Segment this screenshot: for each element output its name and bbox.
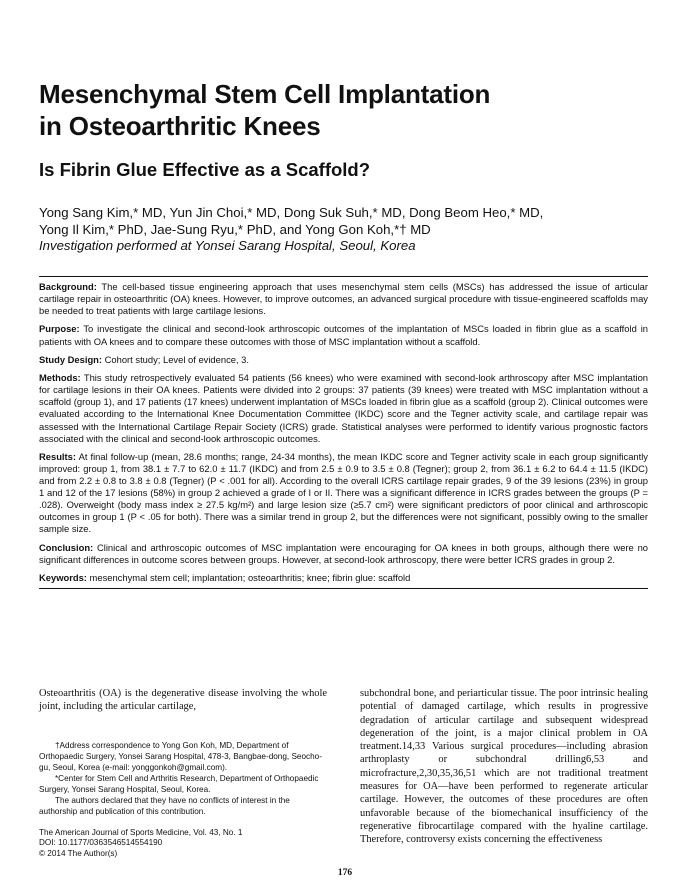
authors-line-2: Yong Il Kim,* PhD, Jae-Sung Ryu,* PhD, and Yong Gon Koh,*† MD — [39, 222, 431, 237]
author-list — [39, 204, 659, 238]
body-column-right — [360, 687, 648, 847]
title-line-2: in Osteoarthritic Knees — [39, 111, 321, 141]
methods-heading: Methods: — [39, 372, 81, 384]
purpose-text: To investigate the clinical and second-look arthroscopic outcomes of the implantation of MSCs loaded in fibrin glue as a scaffold in patients with OA knees and to compare these outcomes with those of MSC implantation without a scaffold. — [39, 323, 648, 347]
footnote-conflicts: The authors declared that they have no conflicts of interest in the authorship and publication of this contribution. — [39, 796, 290, 816]
abstract-results — [39, 451, 648, 536]
purpose-heading: Purpose: — [39, 323, 80, 335]
intro-paragraph-continued: subchondral bone, and periarticular tissue. The poor intrinsic healing potential of damaged cartilage, which results in progressive degradation of articular cartilage and subsequent widespread degeneration of the joint, is a major clinical problem in OA treatment.14,33 Various surgical procedures—including abrasion arthroplasty or subchondral drilling6,53 and microfracture,2,30,35,36,51 which are not traditional treatment measures for OA—have been performed to regenerate articular cartilage. However, the outcomes of these procedures are often unfavorable because of the biomechanical insufficiency of the regenerative fibrocartilage compared with the hyaline cartilage. Therefore, controversy exists concerning the effectiveness — [360, 688, 648, 846]
results-heading: Results: — [39, 450, 76, 462]
background-text: The cell-based tissue engineering approach that uses mesenchymal stem cells (MSCs) has addressed the issue of articular cartilage repair in osteoarthritic (OA) knees. However, to improve outcomes, an advanced surgical procedure with tissue-engineered scaffolds may be needed to treat patients with large cartilage lesions. — [39, 281, 649, 317]
abstract-study-design — [39, 354, 648, 366]
keywords-text: mesenchymal stem cell; implantation; osteoarthritis; knee; fibrin glue: scaffold — [89, 572, 411, 584]
journal-copyright: © 2014 The Author(s) — [39, 848, 118, 858]
keywords-heading: Keywords: — [39, 572, 87, 584]
abstract-methods — [39, 372, 648, 445]
journal-info — [39, 828, 327, 859]
abstract-background — [39, 281, 648, 317]
title-line-1: Mesenchymal Stem Cell Implantation — [39, 79, 491, 109]
intro-paragraph-start: Osteoarthritis (OA) is the degenerative disease involving the whole joint, including the articular cartilage, — [39, 688, 327, 713]
body-column-left — [39, 687, 327, 714]
study-design-heading: Study Design: — [39, 353, 103, 365]
journal-citation: The American Journal of Sports Medicine, Vol. 43, No. 1 — [39, 828, 243, 837]
methods-text: This study retrospectively evaluated 54 patients (56 knees) who were examined with second-look arthroscopy after MSC implantation for cartilage lesions in their OA knees. Patients were divided into 2 groups: 37 patients (39 knees) were treated with MSC implantation without a scaffold (group 1), and 17 patients (17 knees) underwent implantation of MSCs loaded in fibrin glue as a scaffold (group 2). Clinical outcomes were evaluated according to the International Knee Documentation Committee (IKDC) score and the Tegner activity scale, and cartilage repair was assessed with the International Cartilage Repair Society (ICRS) grade. Statistical analyses were performed to identify various prognostic factors associated with the clinical and second-look arthroscopic outcomes. — [39, 372, 649, 444]
footnote-correspondence: †Address correspondence to Yong Gon Koh, MD, Department of Orthopaedic Surgery, Yonsei Sarang Hospital, 478-3, Bangbae-dong, Seocho-gu, Seoul, Korea (e-mail: yonggonkoh@gmail.com). — [39, 741, 322, 772]
abstract-conclusion — [39, 542, 648, 566]
article-subtitle: Is Fibrin Glue Effective as a Scaffold? — [39, 159, 371, 180]
conclusion-heading: Conclusion: — [39, 541, 94, 553]
affiliation: Investigation performed at Yonsei Sarang Hospital, Seoul, Korea — [39, 238, 416, 253]
journal-doi: DOI: 10.1177/0363546514554190 — [39, 838, 163, 848]
abstract-box — [39, 276, 648, 589]
abstract-purpose — [39, 323, 648, 347]
study-design-text: Cohort study; Level of evidence, 3. — [104, 353, 249, 365]
conclusion-text: Clinical and arthroscopic outcomes of MSC implantation were encouraging for OA knees in both groups, although there were no significant differences in outcome scores between groups. However, at second-look arthroscopy, there were better ICRS grades in group 2. — [39, 541, 648, 565]
results-text: At final follow-up (mean, 28.6 months; range, 24-34 months), the mean IKDC score and Tegner activity scale in each group significantly improved: group 1, from 38.1 ± 7.7 to 62.0 ± 11.7 (IKDC) and from 2.5 ± 0.9 to 3.5 ± 0.8 (Tegner); group 2, from 36.1 ± 6.2 to 64.4 ± 11.5 (IKDC) and from 2.2 ± 0.8 to 3.8 ± 0.8 (Tegner) (P < .001 for all). According to the overall ICRS cartilage repair grades, 9 of the 39 lesions (23%) in group 1 and 12 of the 17 lesions (58%) in group 2 achieved a grade of I or II. There was a significant difference in ICRS grades between the groups (P = .028). Overweight (body mass index ≥ 27.5 kg/m²) and large lesion size (≥5.7 cm²) were significant predictors of poor clinical and arthroscopic outcomes in group 1 (P < .05 for both). There was a similar trend in group 2, but the differences were not significant, possibly owing to the smaller sample size. — [39, 450, 648, 535]
article-title — [39, 78, 659, 142]
page-number: 176 — [337, 868, 353, 878]
abstract-keywords — [39, 572, 648, 584]
footnotes — [39, 740, 327, 817]
authors-line-1: Yong Sang Kim,* MD, Yun Jin Choi,* MD, Dong Suk Suh,* MD, Dong Beom Heo,* MD, — [39, 205, 544, 220]
footnote-affiliation: *Center for Stem Cell and Arthritis Research, Department of Orthopaedic Surgery, Yonsei Sarang Hospital, Seoul, Korea. — [39, 774, 319, 794]
background-heading: Background: — [39, 281, 97, 292]
